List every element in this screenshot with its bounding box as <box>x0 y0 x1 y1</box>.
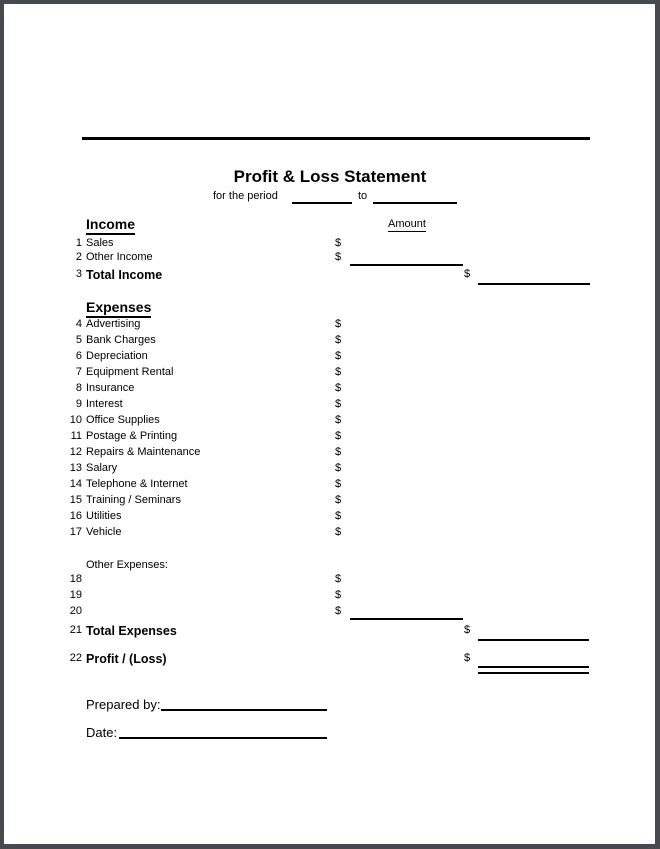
line-label: Sales <box>86 237 114 249</box>
line-label: Postage & Printing <box>86 430 178 442</box>
line-label: Total Income <box>86 268 163 282</box>
line-label: Insurance <box>86 382 135 394</box>
table-row <box>0 430 660 444</box>
dollar-sign: $ <box>335 430 342 442</box>
dollar-sign: $ <box>335 334 342 346</box>
date-label: Date: <box>86 725 118 740</box>
line-label: Advertising <box>86 318 141 330</box>
total-expenses-row <box>0 624 660 640</box>
line-label: Training / Seminars <box>86 494 181 506</box>
line-label: Salary <box>86 462 118 474</box>
dollar-sign: $ <box>335 398 342 410</box>
line-label: Other Income <box>86 251 153 263</box>
line-label: Interest <box>86 398 123 410</box>
dollar-sign: $ <box>464 624 471 636</box>
dollar-sign: $ <box>335 589 342 601</box>
date-field[interactable] <box>119 737 327 739</box>
table-row <box>0 414 660 428</box>
table-row <box>0 589 660 603</box>
dollar-sign: $ <box>335 478 342 490</box>
dollar-sign: $ <box>464 268 471 280</box>
period-prefix-label: for the period <box>213 190 278 202</box>
dollar-sign: $ <box>335 318 342 330</box>
line-number: 17 <box>69 526 82 538</box>
dollar-sign: $ <box>335 251 342 263</box>
dollar-sign: $ <box>335 366 342 378</box>
dollar-sign: $ <box>335 605 342 617</box>
dollar-sign: $ <box>335 446 342 458</box>
prepared-by-field[interactable] <box>161 709 327 711</box>
line-number: 9 <box>75 398 82 410</box>
line-number: 12 <box>69 446 82 458</box>
line-label: Telephone & Internet <box>86 478 188 490</box>
line-number: 21 <box>69 624 82 636</box>
total-income-line[interactable] <box>478 283 590 285</box>
line-number: 1 <box>75 237 82 249</box>
line-number: 4 <box>75 318 82 330</box>
line-number: 2 <box>75 251 82 263</box>
table-row <box>0 237 660 251</box>
line-number: 7 <box>75 366 82 378</box>
prepared-by-label: Prepared by: <box>86 697 161 712</box>
dollar-sign: $ <box>335 494 342 506</box>
table-row <box>0 573 660 587</box>
line-label: Office Supplies <box>86 414 160 426</box>
table-row <box>0 251 660 265</box>
dollar-sign: $ <box>335 237 342 249</box>
table-row <box>0 478 660 492</box>
page-title: Profit & Loss Statement <box>233 167 427 186</box>
period-end-field[interactable] <box>373 190 457 204</box>
line-number: 8 <box>75 382 82 394</box>
period-start-field[interactable] <box>292 190 352 204</box>
table-row <box>0 526 660 540</box>
table-row <box>0 510 660 524</box>
line-label: Bank Charges <box>86 334 156 346</box>
other-expenses-label: Other Expenses: <box>86 559 168 571</box>
line-label: Depreciation <box>86 350 148 362</box>
expenses-heading: Expenses <box>86 299 151 318</box>
dollar-sign: $ <box>335 350 342 362</box>
total-expenses-line[interactable] <box>478 639 589 641</box>
table-row <box>0 605 660 619</box>
dollar-sign: $ <box>335 414 342 426</box>
line-label: Utilities <box>86 510 122 522</box>
table-row <box>0 318 660 332</box>
line-label: Vehicle <box>86 526 122 538</box>
line-number: 14 <box>69 478 82 490</box>
table-row <box>0 398 660 412</box>
table-row <box>0 366 660 380</box>
line-number: 5 <box>75 334 82 346</box>
line-number: 16 <box>69 510 82 522</box>
line-label: Equipment Rental <box>86 366 174 378</box>
line-number: 22 <box>69 652 82 664</box>
top-rule <box>82 137 590 140</box>
line-number: 6 <box>75 350 82 362</box>
total-income-row <box>0 268 660 284</box>
income-heading: Income <box>86 216 135 235</box>
table-row <box>0 446 660 460</box>
dollar-sign: $ <box>335 382 342 394</box>
line-label: Total Expenses <box>86 624 177 638</box>
dollar-sign: $ <box>464 652 471 664</box>
line-label: Repairs & Maintenance <box>86 446 201 458</box>
table-row <box>0 462 660 476</box>
dollar-sign: $ <box>335 462 342 474</box>
dollar-sign: $ <box>335 573 342 585</box>
line-number: 19 <box>69 589 82 601</box>
line-number: 15 <box>69 494 82 506</box>
line-number: 18 <box>69 573 82 585</box>
expenses-subtotal-line[interactable] <box>350 618 463 620</box>
line-number: 10 <box>69 414 82 426</box>
table-row <box>0 382 660 396</box>
table-row <box>0 334 660 348</box>
line-number: 11 <box>70 430 82 442</box>
line-number: 3 <box>75 268 82 280</box>
amount-column-header: Amount <box>388 218 426 230</box>
income-subtotal-line[interactable] <box>350 264 463 266</box>
profit-amount-double-line[interactable] <box>478 666 589 674</box>
table-row <box>0 494 660 508</box>
line-number: 13 <box>69 462 82 474</box>
dollar-sign: $ <box>335 510 342 522</box>
dollar-sign: $ <box>335 526 342 538</box>
period-to-label: to <box>358 190 368 202</box>
line-label: Profit / (Loss) <box>86 652 167 666</box>
line-number: 20 <box>69 605 82 617</box>
table-row <box>0 350 660 364</box>
